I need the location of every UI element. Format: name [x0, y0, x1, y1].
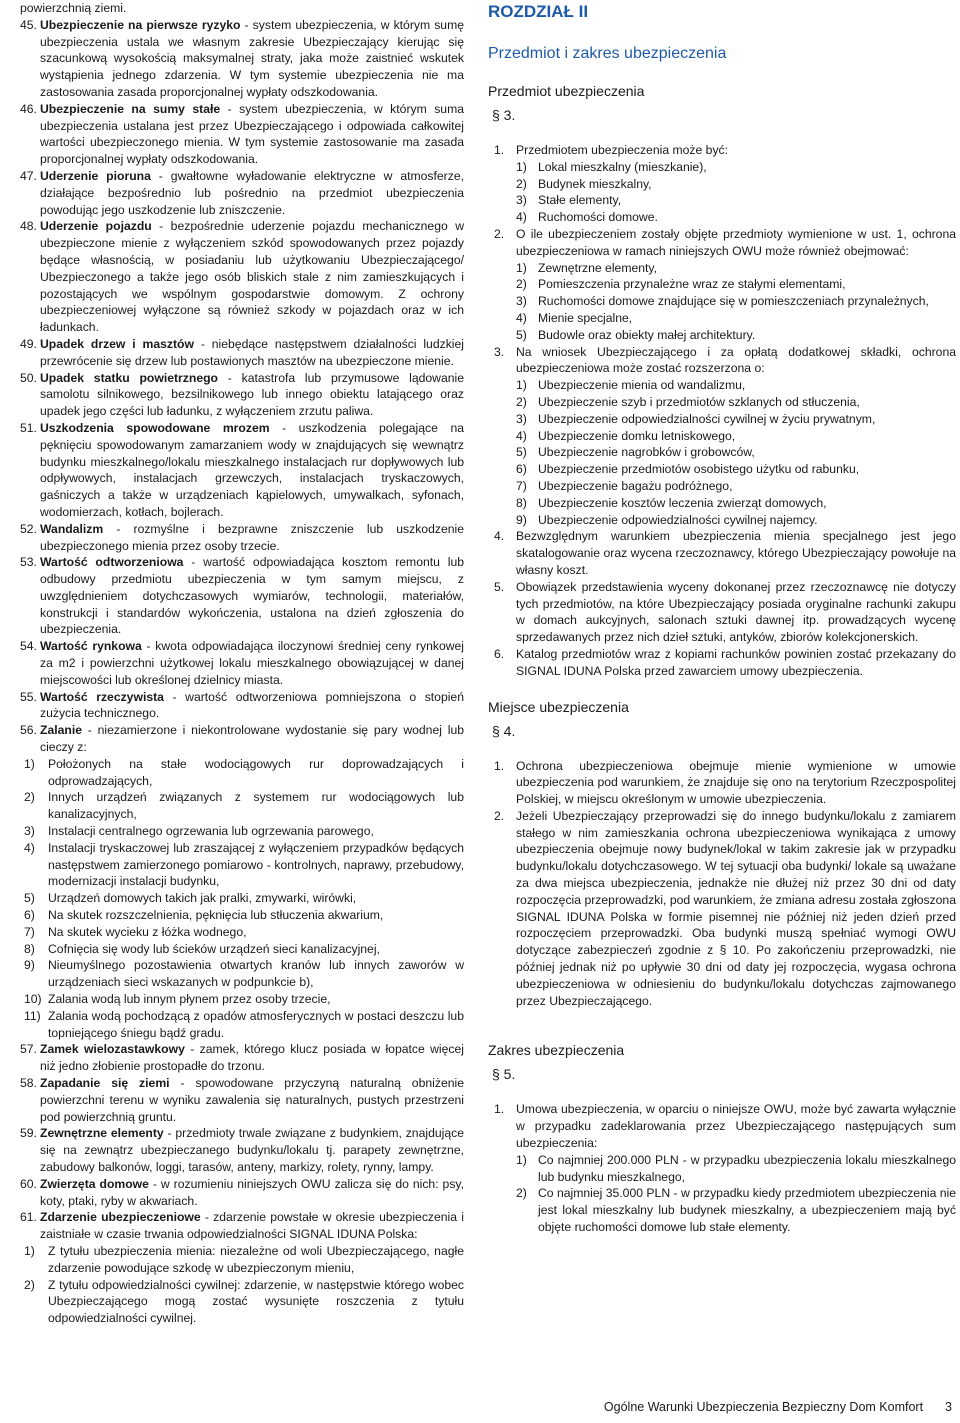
sub-item: [516, 176, 956, 193]
sub-item-text: Ruchomości domowe znajdujące się w pomieszczeniach przynależnych,: [538, 294, 929, 309]
subitem-text: Z tytułu ubezpieczenia mienia: niezależne od woli Ubezpieczającego, nagłe zdarzenie powodujące szkodę w ubezpieczonym mieniu,: [48, 1243, 464, 1275]
definition-text-wrap: [40, 555, 464, 636]
sub-item-text: Lokal mieszkalny (mieszkanie),: [538, 159, 707, 174]
item-text: Bezwzględnym warunkiem ubezpieczenia mienia specjalnego jest jego skatalogowanie oraz wycena rzeczoznawcy, którego Ubezpieczający powołuje na własny koszt.: [516, 529, 956, 577]
definition-number: 57.: [20, 1042, 37, 1057]
definition-text: - zdarzenie powstałe w okresie ubezpieczenia i zaistniałe w czasie trwania odpowiedzialności SIGNAL IDUNA Polska:: [40, 1210, 464, 1242]
sub-item-text: Budynek mieszkalny,: [538, 176, 652, 191]
definition-number: 59.: [20, 1126, 37, 1141]
definition-subitem: [20, 907, 464, 924]
definition-item: [20, 370, 464, 420]
subitem-text: Instalacji centralnego ogrzewania lub ogrzewania parowego,: [48, 824, 374, 839]
sub-item-number: 4): [516, 310, 527, 325]
sub-item: [516, 276, 956, 293]
definition-body: [40, 336, 464, 370]
definition-body: [40, 168, 464, 218]
subitem-text: Innych urządzeń związanych z systemem rur wodociągowych lub kanalizacyjnych,: [48, 790, 464, 822]
item-text: Na wniosek Ubezpieczającego i za opłatą dodatkowej składki, ochrona ubezpieczeniowa może zostać rozszerzona o:: [516, 344, 956, 376]
definition-number: 51.: [20, 420, 37, 435]
subitem-text: Na skutek rozszczelnienia, pęknięcia lub stłuczenia akwarium,: [48, 908, 384, 923]
definition-number: 48.: [20, 219, 37, 234]
section-heading-przedmiot: Przedmiot ubezpieczenia: [488, 83, 645, 99]
subitem-number: 2): [24, 1277, 35, 1292]
item-body: [516, 646, 956, 680]
item-number: 6.: [494, 646, 505, 661]
sub-item: [516, 394, 956, 411]
item-text: Jeżeli Ubezpieczający przeprowadzi się do innego budynku/lokalu z zamiarem stałego w nim zamieszkania ochrona ubezpieczeniowa wynikająca z umowy ubezpieczenia obejmuje nowy budynek/lokal w takim zakresie jak w przypadku budynku/lokalu dotychczasowego. W tej sytuacji oba budynki/ lokale są uważane za dwa miejsca ubezpieczenia, jednakże nie dłużej niż przez 30 dni od daty rozpoczęcia przeprowadzki, pod warunkiem, że zmiana adresu została zgłoszona SIGNAL IDUNA Polska w formie pisemnej nie później niż jeden dzień przed rozpoczęciem przeprowadzki. Oba budynki muszą spełniać wymogi OWU dotyczące zabezpieczeń zgodnie z § 10. Po zakończeniu przeprowadzki, nie później jednak niż po upływie 30 dni od daty jej rozpoczęcia, wygasa ochrona ubezpieczeniowa w odniesieniu do budynku/lokalu dotychczas zajmowanego przez Ubezpieczającego.: [516, 808, 956, 1008]
item-text: Obowiązek przedstawienia wyceny dokonanej przez rzeczoznawcę nie dotyczy tych przedmiotów, na które Ubezpieczający posiada oryginalne rachunki zakupu w domach aukcyjnych, salonach sztuki dawnej itp. prowadzących wycenę sprzedawanych przez nich dzieł sztuki, antyków, zbiorów kolekcjonerskich.: [516, 579, 956, 645]
sub-item-number: 2): [516, 277, 527, 292]
item-number: 1.: [494, 1102, 505, 1117]
definition-subitem: [20, 991, 464, 1008]
footer-title: Ogólne Warunki Ubezpieczenia Bezpieczny Dom Komfort: [603, 1400, 924, 1414]
paragraph-4-list: [488, 758, 956, 1010]
definition-text: - rozmyślne i bezprawne zniszczenie lub uszkodzenie ubezpieczonego mienia przez osoby trzecie.: [40, 521, 464, 553]
item-text: Katalog przedmiotów wraz z kopiami rachunków powinien zostać przekazany do SIGNAL IDUNA Polska przed zawarciem umowy ubezpieczenia.: [516, 646, 956, 678]
definition-item: [20, 101, 464, 168]
definition-subitem: [20, 823, 464, 840]
definition-text: - wartość odtworzeniowa pomniejszona o stopień zużycia technicznego.: [40, 689, 464, 721]
subitem-text: Położonych na stałe wodociągowych rur doprowadzających i odprowadzających,: [48, 756, 464, 788]
paragraph-4: § 4.: [492, 722, 516, 739]
definition-body: [40, 689, 464, 723]
definition-item: [20, 638, 464, 688]
sub-item: [516, 310, 956, 327]
sub-item: [516, 260, 956, 277]
definition-text-wrap: [40, 219, 464, 334]
subitem-number: 10): [24, 992, 42, 1007]
sub-item-text: Co najmniej 200.000 PLN - w przypadku ubezpieczenia lokalu mieszkalnego lub budynku mieszkalnego,: [538, 1152, 956, 1184]
definition-number: 53.: [20, 555, 37, 570]
page-number: 3: [945, 1400, 952, 1414]
sub-item: [516, 377, 956, 394]
definition-item: [20, 554, 464, 638]
sub-item: [516, 327, 956, 344]
definition-text: - zamek, którego klucz posiada w łopatce więcej niż jedno złobienie prostopadłe do trzonu.: [40, 1042, 464, 1074]
chapter-column: [488, 2, 956, 1236]
definition-text: - spowodowane przyczyną naturalną obniżenie powierzchni terenu w wyniku zawalenia się naturalnych, pustych przestrzeni pod powierzchnią gruntu.: [40, 1076, 464, 1124]
sub-item: [516, 461, 956, 478]
definition-text-wrap: [40, 1126, 464, 1174]
definition-term: Wandalizm: [40, 521, 104, 536]
subitem-text: Nieumyślnego pozostawienia otwartych kranów lub innych zaworów w urządzeniach sieci wskazanych w podpunkcie b),: [48, 958, 464, 990]
definition-text-wrap: [40, 1177, 464, 1208]
definition-number: 56.: [20, 723, 37, 738]
item-text: Umowa ubezpieczenia, w oparciu o niniejsze OWU, może być zawarta wyłącznie w przypadku zadeklarowania przez Ubezpieczającego następujących sum ubezpieczenia:: [516, 1102, 956, 1151]
subitem-text: Instalacji tryskaczowej lub zraszającej z wyłączeniem przypadków będących następstwem zamierzonego pomiarowo - kontrolnych, naprawy, przebudowy, modernizacji instalacji budynku,: [48, 840, 464, 889]
sub-item-number: 7): [516, 478, 527, 493]
definition-item: [20, 17, 464, 101]
sub-item-number: 2): [516, 1186, 527, 1201]
definition-term: Zdarzenie ubezpieczeniowe: [40, 1210, 201, 1225]
numbered-item: [488, 646, 956, 680]
subitem-text: Na skutek wycieku z łóżka wodnego,: [48, 924, 247, 939]
definition-subitem: [20, 890, 464, 907]
definition-body: [40, 218, 464, 336]
definition-number: 49.: [20, 336, 37, 351]
definition-item: [20, 1125, 464, 1175]
subitem-number: 8): [24, 941, 35, 956]
sub-item: [516, 512, 956, 529]
definition-body: [40, 420, 464, 521]
definition-item: [20, 218, 464, 336]
sub-item-number: 3): [516, 193, 527, 208]
definition-number: 60.: [20, 1176, 37, 1191]
definition-term: Ubezpieczenie na sumy stałe: [40, 101, 221, 116]
item-text: O ile ubezpieczeniem zostały objęte przedmioty wymienione w ust. 1, ochrona ubezpieczeniowa w ramach niniejszych OWU może również obejmować:: [516, 226, 956, 258]
definition-subitem: [20, 756, 464, 790]
numbered-item: [488, 1101, 956, 1235]
definition-text-wrap: [40, 1042, 464, 1073]
subitem-number: 11): [24, 1008, 41, 1023]
continued-line: powierzchnią ziemi.: [20, 1, 127, 15]
sub-item-text: Budowle oraz obiekty małej architektury.: [538, 327, 756, 342]
sub-item-number: 1): [516, 378, 527, 393]
definition-body: [40, 101, 464, 168]
definition-text: - gwałtowne wyładowanie elektryczne w atmosferze, działające bezpośrednio lub pośrednio na przedmiot ubezpieczenia powodując jego uszkodzenie lub zniszczenie.: [40, 168, 464, 217]
sub-item-number: 4): [516, 210, 527, 225]
subitem-number: 3): [24, 824, 35, 839]
definition-number: 61.: [20, 1210, 37, 1225]
item-text: Przedmiotem ubezpieczenia może być:: [516, 143, 729, 157]
sub-item-text: Ubezpieczenie mienia od wandalizmu,: [538, 378, 746, 393]
subitem-number: 1): [24, 1243, 35, 1258]
sub-item: [516, 428, 956, 445]
definition-item: [20, 521, 464, 555]
section-heading-zakres: Zakres ubezpieczenia: [488, 1042, 625, 1059]
numbered-item: [488, 344, 956, 529]
chapter-title: Przedmiot i zakres ubezpieczenia: [488, 45, 727, 62]
definition-body: [40, 1075, 464, 1125]
definition-item: [20, 420, 464, 521]
definition-number: 46.: [20, 101, 37, 116]
definition-text-wrap: [40, 1210, 464, 1241]
sub-item-number: 1): [516, 1152, 527, 1167]
sub-item-text: Ubezpieczenie odpowiedzialności cywilnej najemcy.: [538, 512, 818, 527]
item-number: 5.: [494, 579, 505, 594]
subitem-number: 6): [24, 908, 35, 923]
sub-item-number: 3): [516, 411, 527, 426]
definition-text-wrap: [40, 337, 464, 368]
definition-subitem: [20, 941, 464, 958]
item-number: 2.: [494, 808, 505, 823]
sub-item-number: 5): [516, 327, 527, 342]
sub-item-number: 2): [516, 394, 527, 409]
definition-text: - wartość odpowiadająca kosztom remontu lub odbudowy przedmiotu ubezpieczenia w tym samym miejscu, z uwzględnieniem dotychczasowych wymiarów, technologii, materiałów, konstrukcji i standardów wykończenia, ustalona na dzień zgłoszenia do ubezpieczenia.: [40, 555, 465, 637]
item-body: [516, 758, 956, 808]
definition-body: [40, 1041, 464, 1075]
definition-term: Uderzenie pioruna: [40, 168, 151, 183]
item-text: Ochrona ubezpieczeniowa obejmuje mienie wymienione w umowie ubezpieczenia pod warunkiem, że znajduje się ono na terytorium Rzeczpospolitej Polskiej, w miejscu określonym w umowie ubezpieczenia.: [516, 758, 956, 807]
subitem-number: 1): [24, 756, 35, 771]
subitem-text: Cofnięcia się wody lub ścieków urządzeń sieci kanalizacyjnej,: [48, 941, 380, 956]
subitem-text: Zalania wodą pochodzącą z opadów atmosferycznych w postaci deszczu lub topniejącego śniegu bądź gradu.: [48, 1008, 464, 1040]
sub-item-text: Zewnętrzne elementy,: [538, 260, 657, 275]
sub-item-text: Ubezpieczenie kosztów leczenia zwierząt domowych,: [538, 495, 827, 510]
definition-body: [40, 1176, 464, 1210]
item-body: [516, 528, 956, 578]
sub-item-text: Ubezpieczenie przedmiotów osobistego użytku od rabunku,: [538, 462, 860, 477]
subitem-text: Zalania wodą lub innym płynem przez osoby trzecie,: [48, 992, 331, 1007]
chapter-label: ROZDZIAŁ II: [488, 2, 589, 21]
definitions-list: [20, 17, 464, 1327]
definition-item: [20, 689, 464, 723]
definition-item: [20, 1209, 464, 1327]
sub-item: [516, 1152, 956, 1186]
definition-text-wrap: [40, 1076, 464, 1124]
definition-subitem: [20, 1277, 464, 1327]
item-body: [516, 344, 956, 529]
sub-item: [516, 1185, 956, 1235]
numbered-item: [488, 579, 956, 646]
subitem-number: 4): [24, 840, 35, 855]
item-body: [516, 226, 956, 344]
definition-term: Wartość odtworzeniowa: [40, 555, 184, 570]
definition-subitem: [20, 789, 464, 823]
definition-term: Zwierzęta domowe: [40, 1176, 149, 1191]
definition-body: [40, 1125, 464, 1175]
sub-item-number: 9): [516, 512, 527, 527]
definition-text: - bezpośrednie uderzenie pojazdu mechanicznego w ubezpieczone mienie z wyłączeniem szkód spowodowanych przez pojazdy będące własnością, w posiadaniu lub użytkowaniu Ubezpieczającego/ Ubezpieczonego a także jego osób bliskich stale z nim zamieszkujących i pozostających we wspólnym gospodarstwie domowym. Z ochrony ubezpieczeniowej wyłączone są również szkody w pojazdach oraz w ich ładunkach.: [40, 219, 464, 335]
paragraph-5-list: [488, 1101, 956, 1235]
definition-text-wrap: [40, 522, 464, 553]
definition-subitem: [20, 957, 464, 991]
definition-text: - kwota odpowiadająca iloczynowi średniej ceny rynkowej za m2 i powierzchni użytkowej lokalu mieszkalnego obowiązującej w danej miejscowości lub określonej dzielnicy miasta.: [40, 639, 465, 687]
numbered-item: [488, 758, 956, 808]
definition-term: Wartość rynkowa: [40, 639, 142, 654]
definition-term: Zewnętrzne elementy: [40, 1126, 164, 1141]
definition-text-wrap: [40, 639, 464, 687]
definition-term: Uderzenie pojazdu: [40, 219, 152, 234]
definition-subitem: [20, 924, 464, 941]
sub-item: [516, 209, 956, 226]
definition-text: - niezamierzone i niekontrolowane wydostanie się pary wodnej lub cieczy z:: [40, 723, 464, 755]
sub-item-text: Ubezpieczenie bagażu podróżnego,: [538, 478, 733, 493]
definition-term: Zamek wielozastawkowy: [40, 1042, 185, 1057]
item-number: 1.: [494, 758, 505, 773]
definition-number: 45.: [20, 17, 37, 32]
sub-item-text: Ubezpieczenie domku letniskowego,: [538, 428, 736, 443]
definition-body: [40, 638, 464, 688]
definitions-column: [20, 0, 464, 1327]
numbered-item: [488, 808, 956, 1010]
definition-item: [20, 1176, 464, 1210]
definition-term: Upadek statku powietrznego: [40, 370, 219, 385]
definition-number: 47.: [20, 168, 37, 183]
definition-item: [20, 336, 464, 370]
subitem-number: 9): [24, 958, 35, 973]
definition-text: - system ubezpieczenia, w którym sumę ubezpieczenia ustala we własnym zakresie Ubezpieczający kierując się szacunkową wysokością maksymalnej straty, jaka może zaistnieć wskutek wystąpienia jednego zdarzenia. W tym systemie ubezpieczenia nie ma zastosowania zasada proporcjonalnej wypłaty odszkodowania.: [40, 17, 464, 99]
sub-item: [516, 293, 956, 310]
sub-item-number: 3): [516, 294, 527, 309]
item-number: 2.: [494, 226, 505, 241]
definition-item: [20, 168, 464, 218]
paragraph-3: § 3.: [492, 107, 516, 123]
definition-text: - w rozumieniu niniejszych OWU zalicza się do nich: psy, koty, ptaki, ryby w akwariach.: [40, 1176, 464, 1208]
sub-item-text: Co najmniej 35.000 PLN - w przypadku kiedy przedmiotem ubezpieczenia nie jest lokal mieszkalny lub budynek mieszkalny, a ubezpieczeniem mają być objęte ruchomości domowe lub stałe elementy.: [538, 1186, 956, 1235]
definition-text: - system ubezpieczenia, w którym suma ubezpieczenia ustalana jest przez Ubezpieczającego i odpowiada całkowitej wartości ubezpieczonego mienia. W tym systemie zastosowanie ma zasada proporcjonalnej wypłaty odszkodowania.: [40, 101, 464, 167]
subitem-text: Urządzeń domowych takich jak pralki, zmywarki, wirówki,: [48, 891, 357, 906]
definition-term: Upadek drzew i masztów: [40, 336, 194, 351]
sub-item-number: 2): [516, 176, 527, 191]
definition-text-wrap: [40, 690, 464, 721]
definition-body: [40, 521, 464, 555]
definition-item: [20, 1075, 464, 1125]
definition-text: - przedmioty trwale związane z budynkiem, znajdujące się na zewnątrz ubezpieczanego budynku/lokalu tj. parapety zewnętrzne, zabudowy balkonów, loggi, tarasów, anteny, markizy, rolety, rynny, lampy.: [40, 1126, 464, 1174]
subitem-number: 7): [24, 924, 35, 939]
subitem-number: 2): [24, 790, 35, 805]
definition-item: [20, 722, 464, 1041]
definition-body: [40, 554, 464, 638]
item-body: [516, 1101, 956, 1235]
definition-text-wrap: [40, 18, 464, 99]
sub-item-text: Ubezpieczenie odpowiedzialności cywilnej w życiu prywatnym,: [538, 411, 876, 426]
sub-item-text: Ubezpieczenie szyb i przedmiotów szklanych od stłuczenia,: [538, 394, 860, 409]
definition-item: [20, 1041, 464, 1075]
sub-item-number: 6): [516, 462, 527, 477]
definition-text: - katastrofa lub przymusowe lądowanie samolotu silnikowego, bezsilnikowego lub innego obiektu latającego oraz upadek jego części lub ładunku, z wyłączeniem zrzutu paliwa.: [40, 370, 465, 419]
item-body: [516, 808, 956, 1010]
definition-term: Wartość rzeczywista: [40, 689, 164, 704]
definition-number: 55.: [20, 689, 37, 704]
paragraph-5: § 5.: [492, 1066, 516, 1083]
definition-number: 58.: [20, 1076, 37, 1090]
item-body: [516, 579, 956, 646]
definition-text-wrap: [40, 421, 464, 519]
definition-subitem: [20, 840, 464, 890]
definition-subitem: [20, 1243, 464, 1277]
definition-body: [40, 17, 464, 101]
sub-item: [516, 411, 956, 428]
definition-text-wrap: [40, 723, 464, 754]
section-heading-miejsce: Miejsce ubezpieczenia: [488, 698, 629, 715]
definition-term: Zalanie: [40, 723, 82, 738]
sub-item-text: Ubezpieczenie nagrobków i grobowców,: [538, 445, 755, 460]
page-footer: [604, 1399, 952, 1416]
sub-item-text: Pomieszczenia przynależne wraz ze stałymi elementami,: [538, 277, 846, 292]
definition-text: - niebędące następstwem działalności ludzkiej przewrócenie się drzew lub postawionych masztów na ubezpieczone mienie.: [40, 336, 464, 368]
sub-item-number: 1): [516, 159, 527, 174]
sub-item-number: 8): [516, 495, 527, 510]
item-number: 3.: [494, 344, 505, 359]
sub-item: [516, 478, 956, 495]
subitem-text: Z tytułu odpowiedzialności cywilnej: zdarzenie, w następstwie którego wobec Ubezpieczającego mogą zostać wysunięte roszczenia z tytułu odpowiedzialności cywilnej.: [48, 1277, 464, 1326]
item-number: 1.: [494, 143, 505, 157]
sub-item-text: Mienie specjalne,: [538, 310, 633, 325]
sub-item-number: 1): [516, 260, 527, 275]
sub-item-number: 4): [516, 428, 527, 443]
sub-item-number: 5): [516, 445, 527, 460]
definition-term: Uszkodzenia spowodowane mrozem: [40, 420, 270, 435]
definition-number: 52.: [20, 521, 37, 536]
definition-term: Zapadanie się ziemi: [40, 1076, 170, 1090]
definition-subitem: [20, 1008, 464, 1042]
sub-item: [516, 495, 956, 512]
numbered-item: [488, 226, 956, 344]
sub-item-text: Ruchomości domowe.: [538, 210, 658, 225]
sub-item: [516, 444, 956, 461]
subitem-number: 5): [24, 891, 35, 906]
sub-item: [516, 159, 956, 176]
item-body: [516, 142, 956, 226]
definition-text-wrap: [40, 169, 464, 217]
sub-item: [516, 192, 956, 209]
numbered-item: [488, 142, 956, 226]
definition-number: 50.: [20, 370, 37, 385]
paragraph-3-list: [488, 142, 956, 680]
numbered-item: [488, 528, 956, 578]
definition-text-wrap: [40, 371, 464, 419]
definition-text-wrap: [40, 102, 464, 166]
definition-text: - uszkodzenia polegające na pęknięciu spowodowanym zamarzaniem wody w znajdujących się wewnątrz budynku mieszkalnego/lokalu mieszkalnego instalacjach rur dopływowych lub odpływowych, instalacjach grzewczych, instalacjach tryskaczowych, gaśniczych a także w urządzeniach kąpielowych, umywalkach, syfonach, wodomierzach, kotłach, bojlerach.: [40, 420, 464, 519]
definition-body: [40, 370, 464, 420]
definition-term: Ubezpieczenie na pierwsze ryzyko: [40, 17, 241, 32]
definition-number: 54.: [20, 639, 37, 654]
item-number: 4.: [494, 529, 505, 544]
sub-item-text: Stałe elementy,: [538, 193, 622, 208]
